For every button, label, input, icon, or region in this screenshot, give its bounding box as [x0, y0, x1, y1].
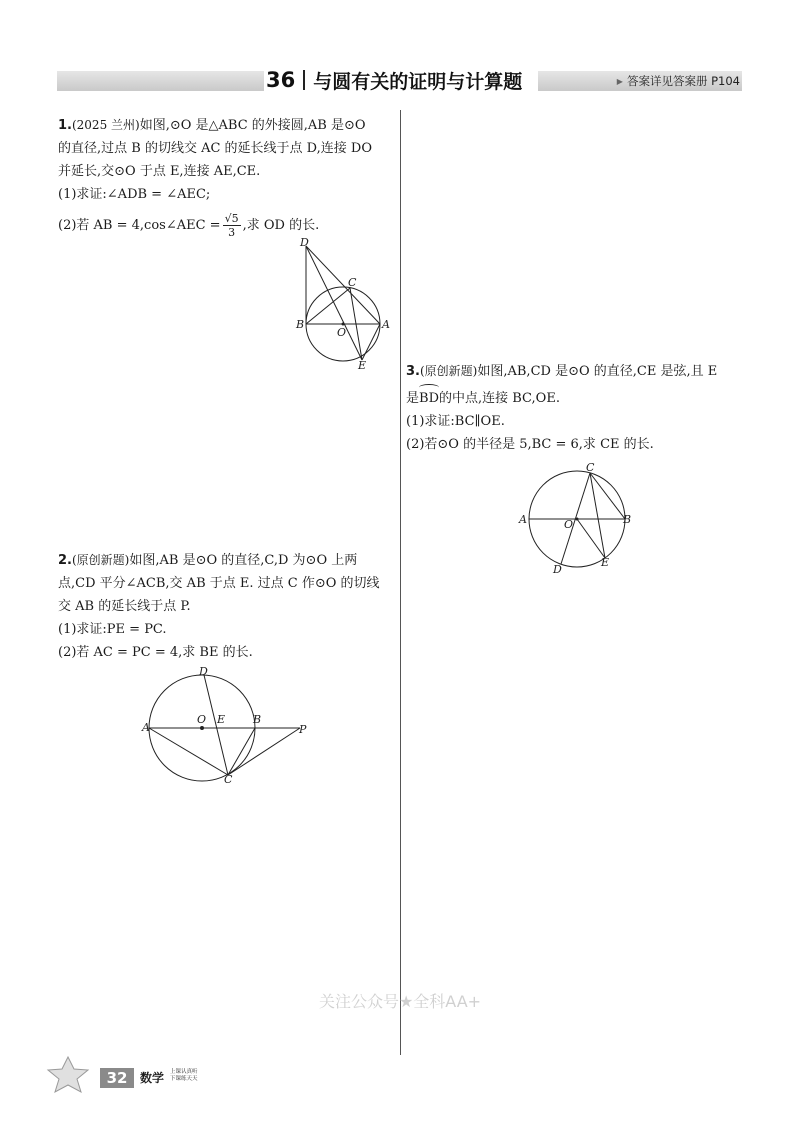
- problem-text: 点,CD 平分∠ACB,交 AB 于点 E. 过点 C 作⊙O 的切线: [58, 576, 380, 591]
- answer-reference-text: 答案详见答案册 P104: [626, 74, 740, 88]
- label-d: D: [300, 236, 309, 249]
- column-divider: [400, 110, 401, 1055]
- label-c: C: [224, 773, 233, 785]
- part-1: (1)求证:BC∥OE.: [406, 414, 505, 429]
- label-o: O: [337, 326, 347, 339]
- label-d: D: [199, 665, 208, 678]
- section-title: [266, 66, 536, 94]
- header-bar-left: [57, 71, 264, 91]
- triangle-right-icon: ▶: [616, 76, 623, 86]
- fraction-denominator: 3: [228, 226, 236, 239]
- part-2-text: ,求 OD 的长.: [242, 218, 320, 233]
- problem-text: 的中点,连接 BC,OE.: [439, 391, 560, 406]
- part-2: [58, 212, 396, 239]
- figure-2: [140, 665, 315, 785]
- label-o: O: [197, 713, 207, 726]
- subject-label: 数学: [140, 1071, 165, 1085]
- problem-source: (原创新题): [419, 364, 478, 378]
- section-number: 36: [266, 68, 296, 92]
- slogan-line: 下课练天天: [170, 1076, 198, 1082]
- page-footer: [40, 1055, 200, 1095]
- label-e: E: [601, 556, 610, 569]
- slogan-line: 上课认真听: [170, 1069, 198, 1075]
- arc-bd: BD: [419, 387, 439, 410]
- problem-number: 1.: [58, 118, 72, 133]
- part-2: (2)若 AC = PC = 4,求 BE 的长.: [58, 645, 253, 660]
- problem-number: 3.: [406, 364, 420, 379]
- problem-source: (原创新题): [71, 553, 130, 567]
- title-divider: [303, 70, 305, 90]
- label-o: O: [564, 518, 574, 531]
- part-2: (2)若⊙O 的半径是 5,BC = 6,求 CE 的长.: [406, 437, 654, 452]
- problem-source: (2025 兰州): [71, 118, 140, 132]
- label-a: A: [519, 513, 527, 526]
- part-2-text: (2)若 AB = 4,cos∠AEC =: [58, 218, 221, 233]
- label-d: D: [553, 563, 562, 575]
- problem-text: 的直径,过点 B 的切线交 AC 的延长线于点 D,连接 DO: [58, 141, 372, 156]
- label-b: B: [296, 318, 305, 331]
- fraction: [223, 212, 241, 239]
- problem-3: [406, 360, 746, 456]
- label-c: C: [586, 461, 595, 474]
- part-1: (1)求证:PE = PC.: [58, 622, 167, 637]
- problem-text: 交 AB 的延长线于点 P.: [58, 599, 191, 614]
- problem-text: 如图,AB 是⊙O 的直径,C,D 为⊙O 上两: [129, 553, 358, 568]
- figure-1: [290, 236, 400, 376]
- slogan: [170, 1069, 210, 1083]
- answer-reference: [600, 72, 740, 90]
- label-p: P: [299, 723, 307, 736]
- problem-text: 如图,AB,CD 是⊙O 的直径,CE 是弦,且 E: [477, 364, 718, 379]
- problem-1: [58, 114, 396, 239]
- page-number: 32: [100, 1068, 134, 1088]
- problem-text: 如图,⊙O 是△ABC 的外接圆,AB 是⊙O: [139, 118, 366, 133]
- section-title-text: 与圆有关的证明与计算题: [313, 70, 523, 93]
- label-c: C: [348, 276, 357, 289]
- label-e: E: [217, 713, 226, 726]
- watermark: 关注公众号★全科AA+: [318, 992, 482, 1011]
- problem-2: [58, 549, 396, 664]
- label-a: A: [142, 721, 150, 734]
- problem-number: 2.: [58, 553, 72, 568]
- label-b: B: [623, 513, 632, 526]
- problem-text: 并延长,交⊙O 于点 E,连接 AE,CE.: [58, 164, 261, 179]
- problem-text: 是: [406, 391, 420, 406]
- part-1: (1)求证:∠ADB = ∠AEC;: [58, 187, 211, 202]
- fraction-numerator: √5: [224, 212, 239, 225]
- star-badge-icon: [40, 1055, 100, 1095]
- label-e: E: [358, 359, 367, 372]
- label-a: A: [382, 318, 390, 331]
- figure-3: [515, 460, 640, 575]
- label-b: B: [253, 713, 262, 726]
